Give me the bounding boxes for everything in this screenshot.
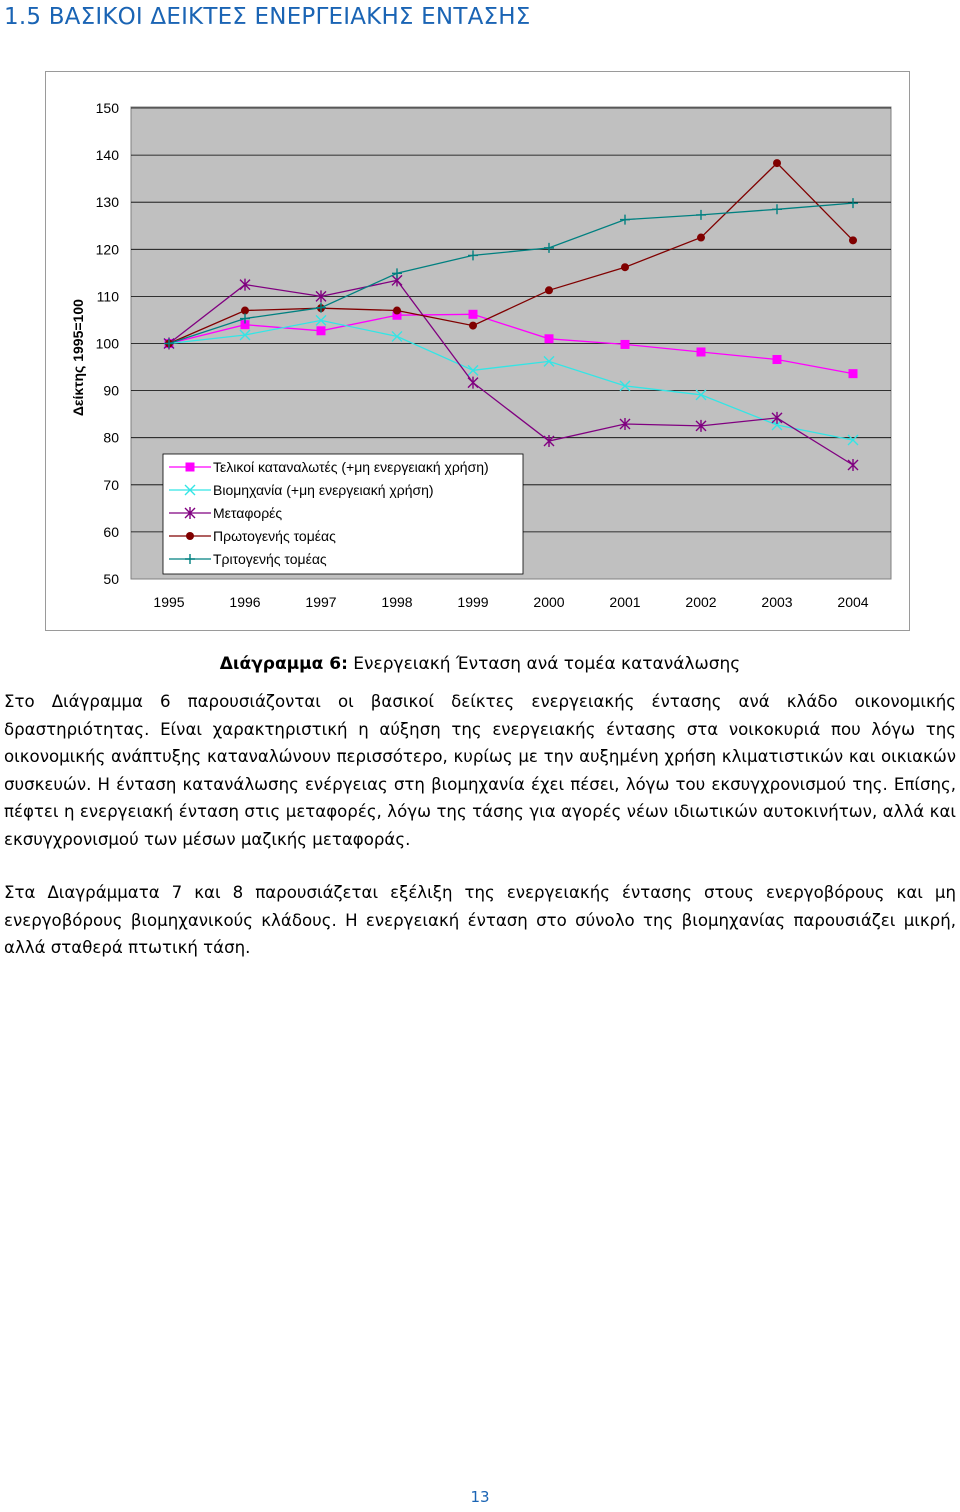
series-1-point xyxy=(545,335,553,343)
y-tick-label: 90 xyxy=(103,382,119,399)
legend-marker xyxy=(186,532,194,540)
series-4-point xyxy=(469,322,477,330)
x-tick-label: 2003 xyxy=(761,594,793,610)
paragraph-1: Στο Διάγραμμα 6 παρουσιάζονται οι βασικοί δείκτες ενεργειακής έντασης ανά κλάδο οικονομικής δραστηριότητας. Είναι χαρακτηριστική η αύξηση της ενεργειακής έντασης στα νοικοκυριά που λόγω της οικονομικής ανάπτυξης καταναλώνουν περισσότερο, κυρίως με την αυξημένη χρήση κλιματιστικών και οικιακών συσκευών. Η ένταση κατανάλωσης ενέργειας στη βιομηχανία έχει πέσει, λόγω του εκσυγχρονισμού της. Επίσης, πέφτει η ενεργειακή ένταση στις μεταφορές, λόγω της τάσης για αγορές νέων ιδιωτικών αυτοκινήτων, αλλά και εκσυγχρονισμού των μέσων μαζικής μεταφοράς. xyxy=(4,692,956,849)
series-1-point xyxy=(469,310,477,318)
y-tick-label: 100 xyxy=(95,335,119,352)
y-tick-label: 150 xyxy=(95,100,119,116)
legend-marker xyxy=(186,463,194,471)
series-1-point xyxy=(317,327,325,335)
x-tick-label: 2002 xyxy=(685,594,717,610)
series-4-point xyxy=(393,307,401,315)
series-1-point xyxy=(849,370,857,378)
series-1-point xyxy=(621,340,629,348)
series-4-point xyxy=(697,234,705,242)
x-tick-label: 1997 xyxy=(305,594,337,610)
series-1-point xyxy=(773,356,781,364)
y-tick-label: 110 xyxy=(96,288,119,305)
y-tick-label: 80 xyxy=(103,429,119,446)
y-tick-label: 130 xyxy=(95,194,119,211)
x-tick-label: 1998 xyxy=(381,594,413,610)
x-tick-label: 1999 xyxy=(457,594,489,610)
line-chart xyxy=(45,71,910,631)
paragraph-2: Στα Διαγράμματα 7 και 8 παρουσιάζεται εξέλιξη της ενεργειακής έντασης στους ενεργοβόρους και μη ενεργοβόρους βιομηχανικούς κλάδους. Η ενεργειακή ένταση στο σύνολο της βιομηχανίας παρουσιάζει μικρή, αλλά σταθερά πτωτική τάση. xyxy=(4,883,956,957)
legend-label: Βιομηχανία (+μη ενεργειακή χρήση) xyxy=(213,482,434,498)
legend-label: Τελικοί καταναλωτές (+μη ενεργειακή χρήση) xyxy=(213,459,489,475)
series-4-point xyxy=(241,307,249,315)
y-tick-label: 120 xyxy=(95,241,119,258)
section-heading: 1.5 ΒΑΣΙΚΟΙ ΔΕΙΚΤΕΣ ΕΝΕΡΓΕΙΑΚΗΣ ΕΝΤΑΣΗΣ xyxy=(4,4,531,30)
caption-text: Ενεργειακή Ένταση ανά τομέα κατανάλωσης xyxy=(347,654,741,674)
legend-label: Πρωτογενής τομέας xyxy=(213,528,336,544)
series-4-point xyxy=(849,236,857,244)
caption-label: Διάγραμμα 6: xyxy=(219,654,348,674)
x-tick-label: 2001 xyxy=(609,594,641,610)
y-tick-label: 60 xyxy=(103,523,119,540)
y-tick-label: 140 xyxy=(95,147,119,164)
series-1-point xyxy=(697,348,705,356)
x-tick-label: 2000 xyxy=(533,594,565,610)
series-4-point xyxy=(621,263,629,271)
x-tick-label: 1995 xyxy=(153,594,185,610)
page-number: 13 xyxy=(470,1488,490,1506)
x-tick-label: 1996 xyxy=(229,594,261,610)
legend-label: Τριτογενής τομέας xyxy=(213,551,327,567)
series-4-point xyxy=(545,286,553,294)
chart-caption xyxy=(0,654,960,674)
y-axis-label: Δείκτης 1995=100 xyxy=(70,299,86,417)
legend-label: Μεταφορές xyxy=(213,505,283,521)
series-4-point xyxy=(773,159,781,167)
y-tick-label: 70 xyxy=(103,476,119,493)
y-tick-label: 50 xyxy=(103,571,119,587)
chart-container xyxy=(45,71,910,631)
x-tick-label: 2004 xyxy=(837,594,869,610)
